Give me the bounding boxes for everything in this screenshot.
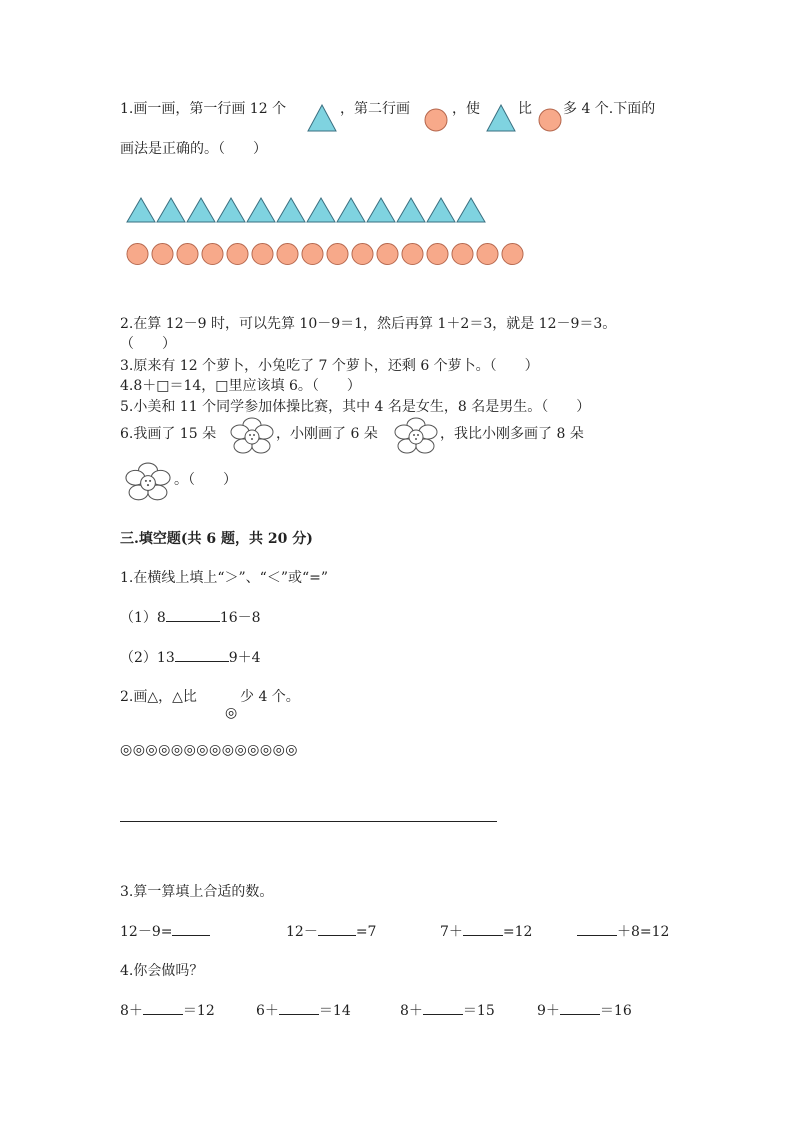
s3-q4-title: 4.你会做吗？: [120, 963, 204, 979]
triangle-icon: [306, 197, 336, 223]
s3-q3-eq4: [577, 921, 669, 941]
circle-icon: [276, 242, 299, 266]
q5-text: 5.小美和 11 个同学参加体操比赛，其中 4 名是女生，8 名是男生。（ ）: [120, 399, 591, 415]
triangle-icon: [396, 197, 426, 223]
s3-q1-item2-b: 9＋4: [228, 650, 261, 666]
answer-blank[interactable]: [423, 1000, 463, 1015]
circle-icon: [301, 242, 324, 266]
q1-line1-e: 多 4 个.下面的: [563, 101, 656, 117]
s3-q3-eq3-a: 7＋: [440, 924, 463, 940]
double-circle-symbol: ◎: [225, 705, 238, 721]
q4-text: 4.8＋□＝14，□里应该填 6。（ ）: [120, 378, 361, 394]
s3-q4-eq3-a: 8＋: [400, 1003, 423, 1019]
s3-q3-eq3-b: =12: [502, 924, 533, 940]
circle-icon: [538, 108, 562, 132]
s3-q3-eq3: [440, 921, 532, 941]
s3-q3-eq2-a: 12－: [286, 924, 318, 940]
s3-q4-eq2: [256, 1000, 351, 1020]
circle-icon: [426, 242, 449, 266]
s3-q3-eq1: [120, 921, 210, 941]
circle-icon: [501, 242, 524, 266]
s3-q4-eq4: [537, 1000, 632, 1020]
q6-text-d: 。（ ）: [174, 472, 237, 488]
circle-icon: [251, 242, 274, 266]
s3-q4-eq2-a: 6＋: [256, 1003, 279, 1019]
s3-q4-eq4-b: ＝16: [599, 1003, 632, 1019]
s3-q3-eq4-b: ＋8=12: [617, 924, 670, 940]
double-circle-row: ◎◎◎◎◎◎◎◎◎◎◎◎◎◎: [120, 742, 299, 758]
s3-q1-title: 1.在横线上填上“＞”、“＜”或“=”: [120, 570, 329, 586]
q2-line2: （ ）: [120, 336, 176, 352]
triangle-icon: [216, 197, 246, 223]
triangle-icon: [426, 197, 456, 223]
s3-q1-item1: [120, 607, 261, 627]
triangle-icon: [186, 197, 216, 223]
circle-icon: [376, 242, 399, 266]
q6-text-c: ，我比小刚多画了 8 朵: [440, 426, 584, 442]
answer-blank[interactable]: [463, 921, 503, 936]
flower-icon: [394, 417, 438, 457]
circle-icon: [351, 242, 374, 266]
triangle-icon: [246, 197, 276, 223]
circle-icon: [424, 108, 448, 132]
triangle-icon: [307, 104, 337, 132]
triangle-icon: [276, 197, 306, 223]
q1-line1-a: 1.画一画，第一行画 12 个: [120, 101, 287, 117]
circle-row: [126, 242, 524, 266]
circle-icon: [226, 242, 249, 266]
circle-icon: [126, 242, 149, 266]
answer-blank[interactable]: [172, 921, 210, 936]
triangle-icon: [486, 104, 516, 132]
triangle-icon: [456, 197, 486, 223]
q6-text-b: ，小刚画了 6 朵: [276, 426, 378, 442]
triangle-icon: [366, 197, 396, 223]
s3-q4-eq1-b: ＝12: [182, 1003, 215, 1019]
q1-line2: 画法是正确的。（ ）: [120, 141, 267, 157]
flower-icon: [124, 462, 172, 504]
s3-q1-item2-a: （2）13: [120, 650, 175, 666]
answer-blank[interactable]: [166, 607, 220, 622]
section3-title: 三.填空题(共 6 题，共 20 分): [120, 531, 313, 547]
s3-q4-eq3-b: ＝15: [462, 1003, 495, 1019]
circle-icon: [401, 242, 424, 266]
triangle-row: [126, 197, 486, 223]
answer-blank[interactable]: [175, 647, 229, 662]
s3-q1-item1-a: （1）8: [120, 610, 166, 626]
s3-q3-eq2: [286, 921, 376, 941]
circle-icon: [326, 242, 349, 266]
answer-blank[interactable]: [279, 1000, 319, 1015]
s3-q4-eq1: [120, 1000, 215, 1020]
circle-icon: [176, 242, 199, 266]
drawing-answer-line[interactable]: [120, 821, 497, 822]
q1-line1-b: ，第二行画: [340, 101, 410, 117]
q1-line1-c: ，使: [452, 101, 480, 117]
s3-q3-eq1-a: 12－9=: [120, 924, 173, 940]
q3-text: 3.原来有 12 个萝卜，小兔吃了 7 个萝卜，还剩 6 个萝卜。（ ）: [120, 358, 539, 374]
answer-blank[interactable]: [143, 1000, 183, 1015]
q6-text-a: 6.我画了 15 朵: [120, 426, 217, 442]
s3-q3-eq2-b: =7: [355, 924, 377, 940]
circle-icon: [201, 242, 224, 266]
circle-icon: [451, 242, 474, 266]
s3-q4-eq1-a: 8＋: [120, 1003, 143, 1019]
s3-q2-text-a: 2.画△，△比: [120, 689, 197, 705]
flower-icon: [230, 417, 274, 457]
answer-blank[interactable]: [318, 921, 356, 936]
s3-q4-eq2-b: ＝14: [318, 1003, 351, 1019]
s3-q4-eq3: [400, 1000, 495, 1020]
s3-q1-item2: [120, 647, 261, 667]
s3-q4-eq4-a: 9＋: [537, 1003, 560, 1019]
s3-q1-item1-b: 16－8: [219, 610, 261, 626]
s3-q2-text-b: 少 4 个。: [240, 689, 300, 705]
s3-q3-title: 3.算一算填上合适的数。: [120, 884, 274, 900]
triangle-icon: [336, 197, 366, 223]
q2-line1: 2.在算 12－9 时，可以先算 10－9＝1，然后再算 1＋2＝3，就是 12－9＝3。: [120, 316, 617, 332]
circle-icon: [151, 242, 174, 266]
triangle-icon: [126, 197, 156, 223]
answer-blank[interactable]: [560, 1000, 600, 1015]
triangle-icon: [156, 197, 186, 223]
circle-icon: [476, 242, 499, 266]
answer-blank[interactable]: [577, 921, 617, 936]
q1-line1-d: 比: [518, 101, 532, 117]
